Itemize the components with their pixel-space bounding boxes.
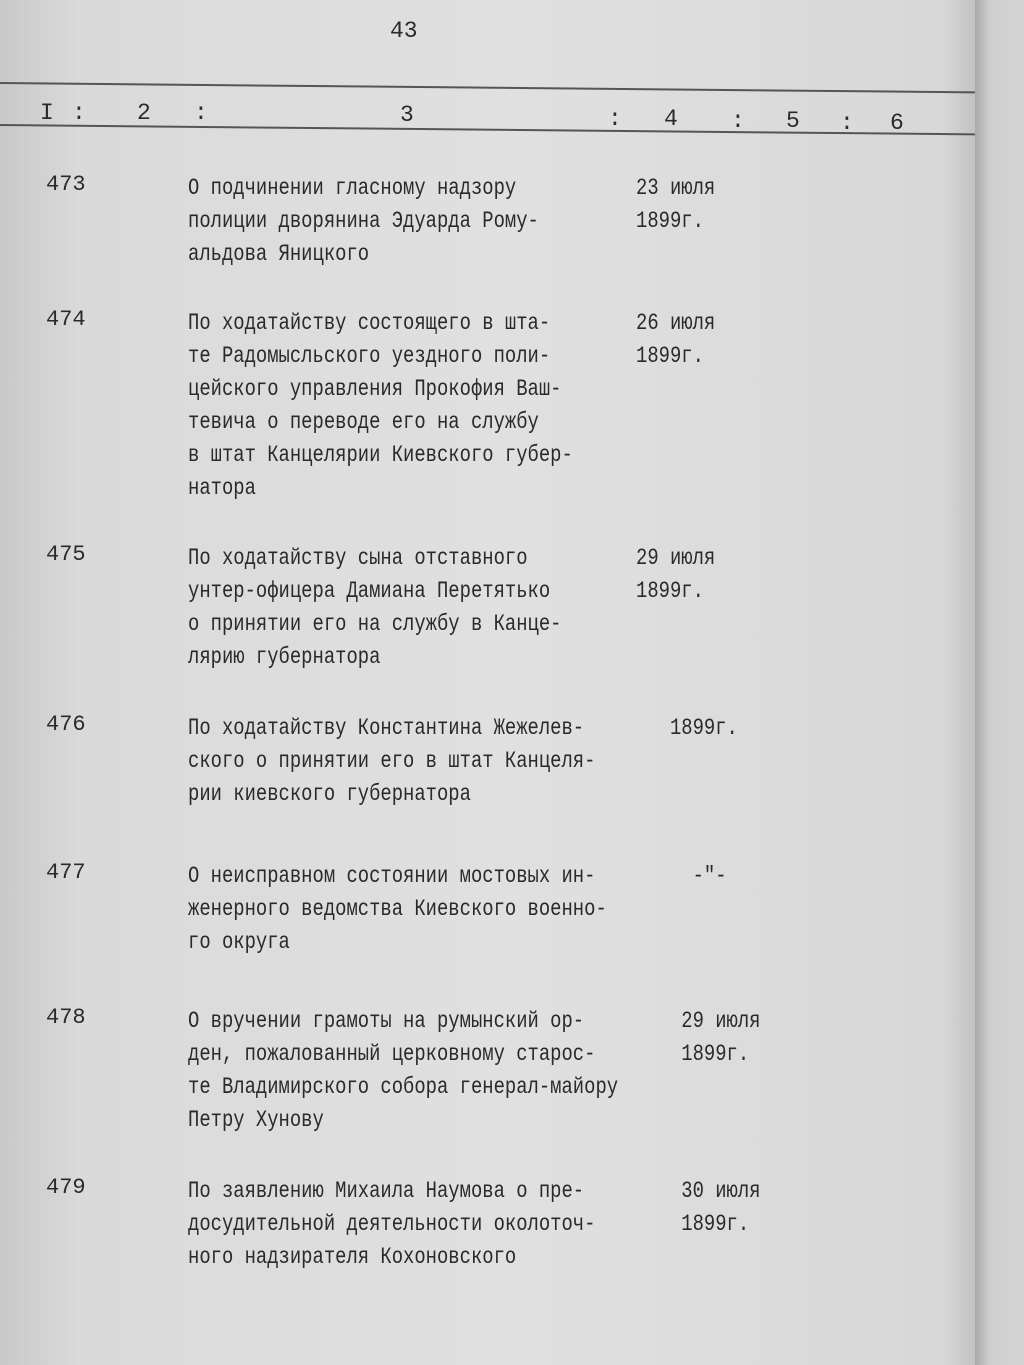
description-line: в штат Канцелярии Киевского губер- xyxy=(188,442,573,468)
entry-number: 477 xyxy=(46,860,86,885)
date-line: 1899г. xyxy=(636,343,704,369)
description-line: ского о принятии его в штат Канцеля- xyxy=(188,748,596,774)
date-line: 1899г. xyxy=(636,1041,750,1067)
column-header-4: 4 xyxy=(664,106,678,132)
date-line: -"- xyxy=(636,863,727,889)
entry-description xyxy=(188,172,539,271)
description-line: о принятии его на службу в Канце- xyxy=(188,611,562,637)
entry-date xyxy=(636,307,715,373)
description-line: О неисправном состоянии мостовых ин- xyxy=(188,863,596,889)
date-line: 1899г. xyxy=(636,578,704,604)
description-line: натора xyxy=(188,475,256,501)
header-top-rule xyxy=(0,82,975,93)
description-line: По ходатайству Константина Жежелев- xyxy=(188,715,585,741)
entry-description xyxy=(188,712,595,811)
column-header-3: 3 xyxy=(400,102,414,128)
entry-number: 474 xyxy=(46,307,86,332)
date-line: 23 июля xyxy=(636,175,716,201)
entry-date xyxy=(636,860,727,893)
description-line: Петру Хунову xyxy=(188,1107,324,1133)
date-line: 1899г. xyxy=(636,1211,750,1237)
description-line: унтер-офицера Дамиана Перетятько xyxy=(188,578,551,604)
description-line: женерного ведомства Киевского военно- xyxy=(188,896,607,922)
entry-date xyxy=(636,542,715,608)
description-line: О вручении грамоты на румынский ор- xyxy=(188,1008,585,1034)
date-line: 1899г. xyxy=(636,208,704,234)
column-separator: : xyxy=(72,100,86,126)
date-line: 26 июля xyxy=(636,310,716,336)
column-header-2: 2 xyxy=(137,100,151,126)
entry-date xyxy=(636,1005,760,1071)
entry-description xyxy=(188,542,561,674)
column-separator: : xyxy=(608,106,622,132)
description-line: те Владимирского собора генерал-майору xyxy=(188,1074,619,1100)
entry-date xyxy=(636,712,738,745)
description-line: ден, пожалованный церковному старос- xyxy=(188,1041,596,1067)
entry-number: 476 xyxy=(46,712,86,737)
entry-description xyxy=(188,1175,595,1274)
column-separator: : xyxy=(194,100,208,126)
description-line: го округа xyxy=(188,929,290,955)
date-line: 1899г. xyxy=(636,715,738,741)
description-line: По ходатайству сына отставного xyxy=(188,545,528,571)
column-header-5: 5 xyxy=(786,108,800,134)
column-header-1: I xyxy=(40,100,54,126)
date-line: 29 июля xyxy=(636,545,716,571)
entry-date xyxy=(636,1175,760,1241)
entry-number: 473 xyxy=(46,172,86,197)
description-line: По ходатайству состоящего в шта- xyxy=(188,310,551,336)
date-line: 30 июля xyxy=(636,1178,761,1204)
description-line: альдова Яницкого xyxy=(188,241,370,267)
description-line: те Радомысльского уездного поли- xyxy=(188,343,551,369)
description-line: тевича о переводе его на службу xyxy=(188,409,539,435)
column-separator: : xyxy=(731,108,745,134)
description-line: досудительной деятельности околоточ- xyxy=(188,1211,596,1237)
entry-description xyxy=(188,1005,618,1137)
description-line: лярию губернатора xyxy=(188,644,381,670)
page-edge-shadow xyxy=(975,0,1024,1365)
description-line: ного надзирателя Кохоновского xyxy=(188,1244,517,1270)
page-number: 43 xyxy=(390,18,418,44)
entry-description xyxy=(188,860,607,959)
column-header-6: 6 xyxy=(890,110,904,136)
entry-description xyxy=(188,307,573,505)
entry-date xyxy=(636,172,715,238)
date-line: 29 июля xyxy=(636,1008,761,1034)
description-line: По заявлению Михаила Наумова о пре- xyxy=(188,1178,585,1204)
description-line: О подчинении гласному надзору xyxy=(188,175,517,201)
description-line: полиции дворянина Эдуарда Рому- xyxy=(188,208,539,234)
description-line: цейского управления Прокофия Ваш- xyxy=(188,376,562,402)
entry-number: 475 xyxy=(46,542,86,567)
column-separator: : xyxy=(840,110,854,136)
entry-number: 478 xyxy=(46,1005,86,1030)
description-line: рии киевского губернатора xyxy=(188,781,471,807)
entry-number: 479 xyxy=(46,1175,86,1200)
